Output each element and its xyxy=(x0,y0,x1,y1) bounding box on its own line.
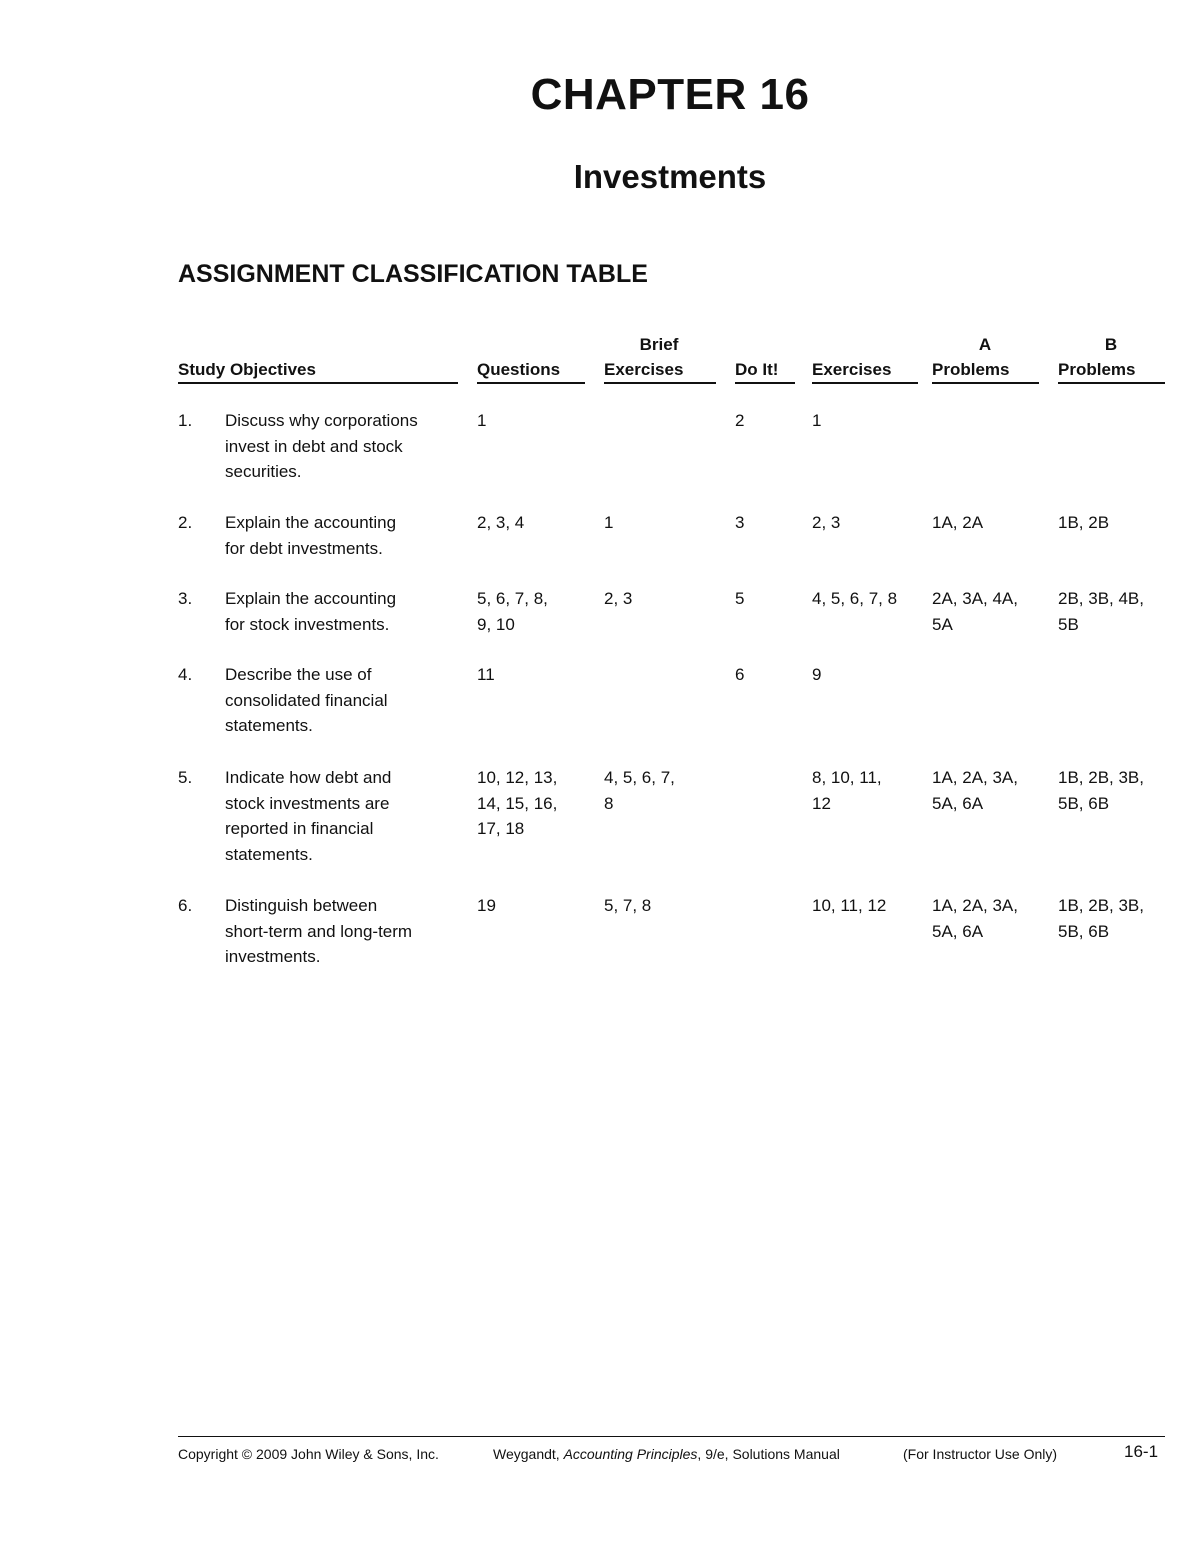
row-number: 2. xyxy=(178,513,193,532)
row-a-problems: 1A, 2A, 3A, 5A, 6A xyxy=(932,896,1018,941)
footer-page-number: 16-1 xyxy=(1124,1442,1159,1461)
row-exercises: 4, 5, 6, 7, 8 xyxy=(812,589,898,608)
header-b-problems: Problems xyxy=(1058,357,1165,384)
header-a-top: A xyxy=(978,335,992,354)
row-brief-exercises: 2, 3 xyxy=(604,589,633,608)
header-study-objectives: Study Objectives xyxy=(178,357,458,384)
row-brief-exercises: 5, 7, 8 xyxy=(604,896,652,915)
chapter-title: CHAPTER 16 xyxy=(530,70,810,119)
footer-usage-note: (For Instructor Use Only) xyxy=(903,1446,1058,1462)
section-title: ASSIGNMENT CLASSIFICATION TABLE xyxy=(178,260,648,288)
row-objective: Explain the accounting for stock investments. xyxy=(225,589,397,634)
row-questions: 1 xyxy=(477,411,487,430)
header-b-top: B xyxy=(1104,335,1118,354)
header-questions: Questions xyxy=(477,357,585,384)
row-objective: Explain the accounting for debt investments. xyxy=(225,513,397,558)
header-brief-top: Brief xyxy=(639,335,679,354)
row-questions: 19 xyxy=(477,896,496,915)
row-number: 5. xyxy=(178,768,193,787)
row-exercises: 1 xyxy=(812,411,822,430)
row-a-problems: 2A, 3A, 4A, 5A xyxy=(932,589,1018,634)
footer-book-reference xyxy=(493,1444,840,1464)
row-questions: 5, 6, 7, 8, 9, 10 xyxy=(477,589,548,634)
row-exercises: 9 xyxy=(812,665,822,684)
header-brief-exercises: Exercises xyxy=(604,357,716,384)
row-b-problems: 1B, 2B xyxy=(1058,513,1110,532)
row-objective: Distinguish between short-term and long-term investments. xyxy=(225,896,413,966)
row-brief-exercises: 4, 5, 6, 7, 8 xyxy=(604,768,675,813)
footer-copyright: Copyright © 2009 John Wiley & Sons, Inc. xyxy=(178,1446,439,1462)
chapter-subtitle: Investments xyxy=(573,158,767,195)
row-a-problems: 1A, 2A xyxy=(932,513,984,532)
footer-book-title: Accounting Principles xyxy=(563,1446,698,1462)
row-brief-exercises: 1 xyxy=(604,513,614,532)
row-questions: 11 xyxy=(477,665,495,684)
row-do-it: 2 xyxy=(735,411,745,430)
footer-book-author: Weygandt, xyxy=(493,1446,564,1462)
row-questions: 2, 3, 4 xyxy=(477,513,525,532)
footer-divider xyxy=(178,1436,1165,1437)
row-objective: Describe the use of consolidated financial statements. xyxy=(225,665,388,735)
footer-book-suffix: , 9/e, Solutions Manual xyxy=(697,1446,840,1462)
header-do-it: Do It! xyxy=(735,357,795,384)
row-number: 6. xyxy=(178,896,193,915)
row-objective: Indicate how debt and stock investments are reported in financial statements. xyxy=(225,768,392,864)
row-exercises: 2, 3 xyxy=(812,513,841,532)
row-number: 1. xyxy=(178,411,193,430)
row-exercises: 8, 10, 11, 12 xyxy=(812,768,882,813)
header-a-problems: Problems xyxy=(932,357,1039,384)
row-number: 4. xyxy=(178,665,193,684)
row-do-it: 3 xyxy=(735,513,745,532)
row-do-it: 6 xyxy=(735,665,745,684)
row-a-problems: 1A, 2A, 3A, 5A, 6A xyxy=(932,768,1018,813)
row-b-problems: 1B, 2B, 3B, 5B, 6B xyxy=(1058,768,1144,813)
row-number: 3. xyxy=(178,589,193,608)
row-b-problems: 1B, 2B, 3B, 5B, 6B xyxy=(1058,896,1144,941)
row-exercises: 10, 11, 12 xyxy=(812,896,887,915)
row-b-problems: 2B, 3B, 4B, 5B xyxy=(1058,589,1144,634)
row-objective: Discuss why corporations invest in debt and stock securities. xyxy=(225,411,418,481)
row-do-it: 5 xyxy=(735,589,745,608)
header-exercises: Exercises xyxy=(812,357,918,384)
row-questions: 10, 12, 13, 14, 15, 16, 17, 18 xyxy=(477,768,558,838)
